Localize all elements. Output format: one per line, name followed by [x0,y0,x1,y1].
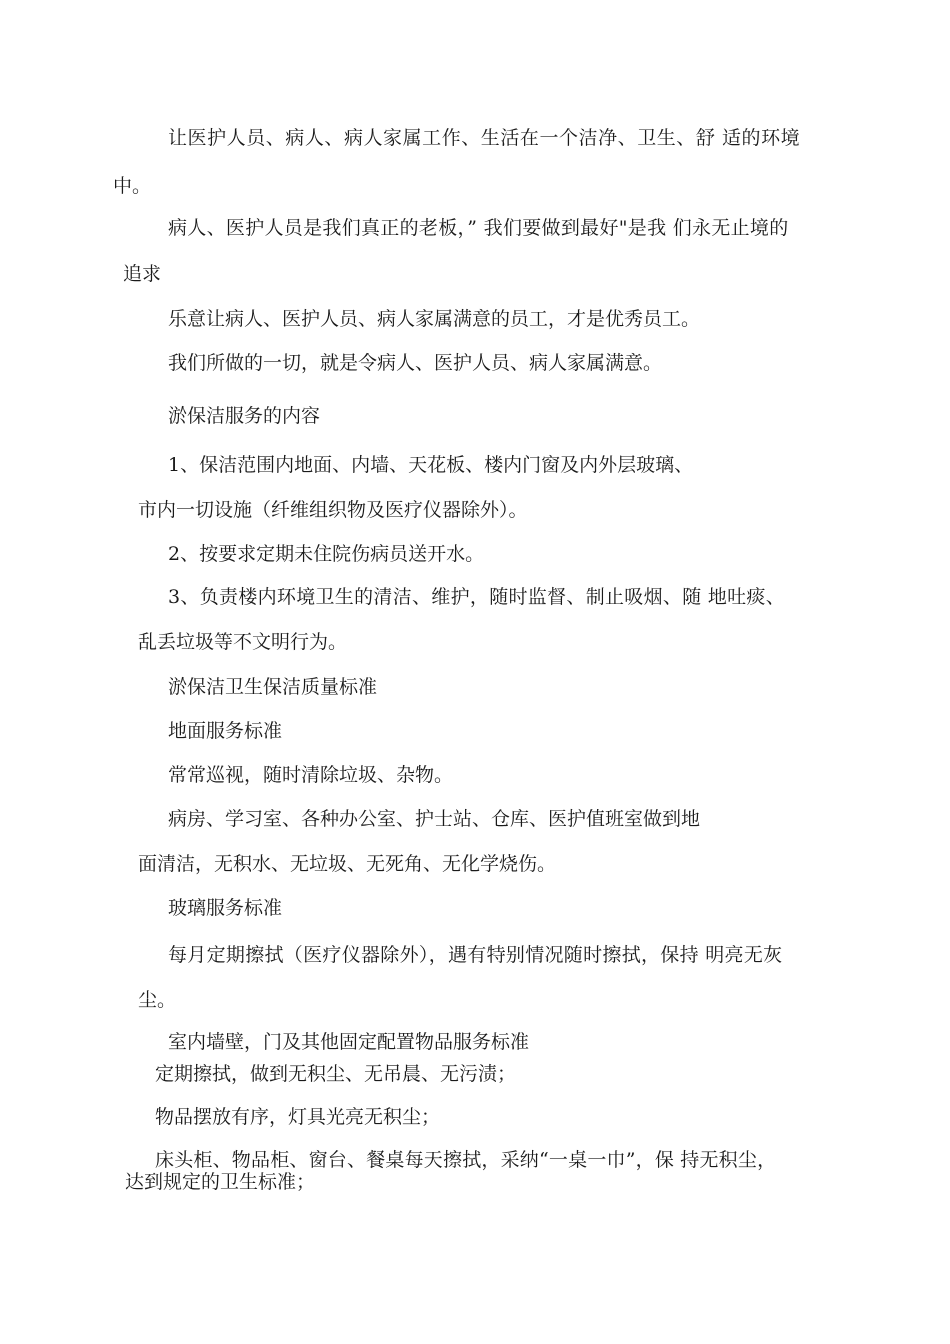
paragraph-line: 常常巡视，随时清除垃圾、杂物。 [168,764,454,786]
paragraph-line: 让医护人员、病人、病人家属工作、生活在一个洁净、卫生、舒 适的环境 [168,127,801,149]
paragraph-line: 物品摆放有序，灯具光亮无积尘； [155,1106,441,1128]
list-item-continuation: 乱丢垃圾等不文明行为。 [138,631,348,653]
paragraph-line: 面清洁，无积水、无垃圾、无死角、无化学烧伤。 [138,853,557,875]
paragraph-line: 乐意让病人、医护人员、病人家属满意的员工，才是优秀员工。 [168,308,701,330]
paragraph-line: 我们所做的一切，就是令病人、医护人员、病人家属满意。 [168,352,663,374]
paragraph-line: 每月定期擦拭（医疗仪器除外），遇有特别情况随时擦拭，保持 明亮无灰 [168,944,783,966]
paragraph-line: 病房、学习室、各种办公室、护士站、仓库、医护值班室做到地 [168,808,701,830]
list-item: 3、负责楼内环境卫生的清洁、维护，随时监督、制止吸烟、随 地吐痰、 [168,586,786,608]
paragraph-line: 床头柜、物品柜、窗台、餐桌每天擦拭，采纳“一桌一巾”，保 持无积尘， [155,1149,777,1171]
paragraph-line: 追求 [123,263,162,285]
paragraph-line: 病人、医护人员是我们真正的老板，” 我们要做到最好"是我 们永无止境的 [168,217,789,239]
subsection-heading: 地面服务标准 [168,720,283,742]
paragraph-line: 中。 [113,175,152,197]
paragraph-line: 达到规定的卫生标准； [125,1171,316,1193]
section-heading: 淤保洁服务的内容 [168,405,321,427]
subsection-heading: 室内墙壁，门及其他固定配置物品服务标准 [168,1031,530,1053]
section-heading: 淤保洁卫生保洁质量标准 [168,676,378,698]
subsection-heading: 玻璃服务标准 [168,897,283,919]
list-item: 1、保洁范围内地面、内墙、天花板、楼内门窗及内外层玻璃、 [168,454,694,476]
paragraph-line: 定期擦拭，做到无积尘、无吊晨、无污渍； [155,1063,517,1085]
paragraph-line: 尘。 [138,989,177,1011]
list-item-continuation: 市内一切设施（纤维组织物及医疗仪器除外）。 [138,499,528,521]
list-item: 2、按要求定期未住院伤病员送开水。 [168,543,485,565]
